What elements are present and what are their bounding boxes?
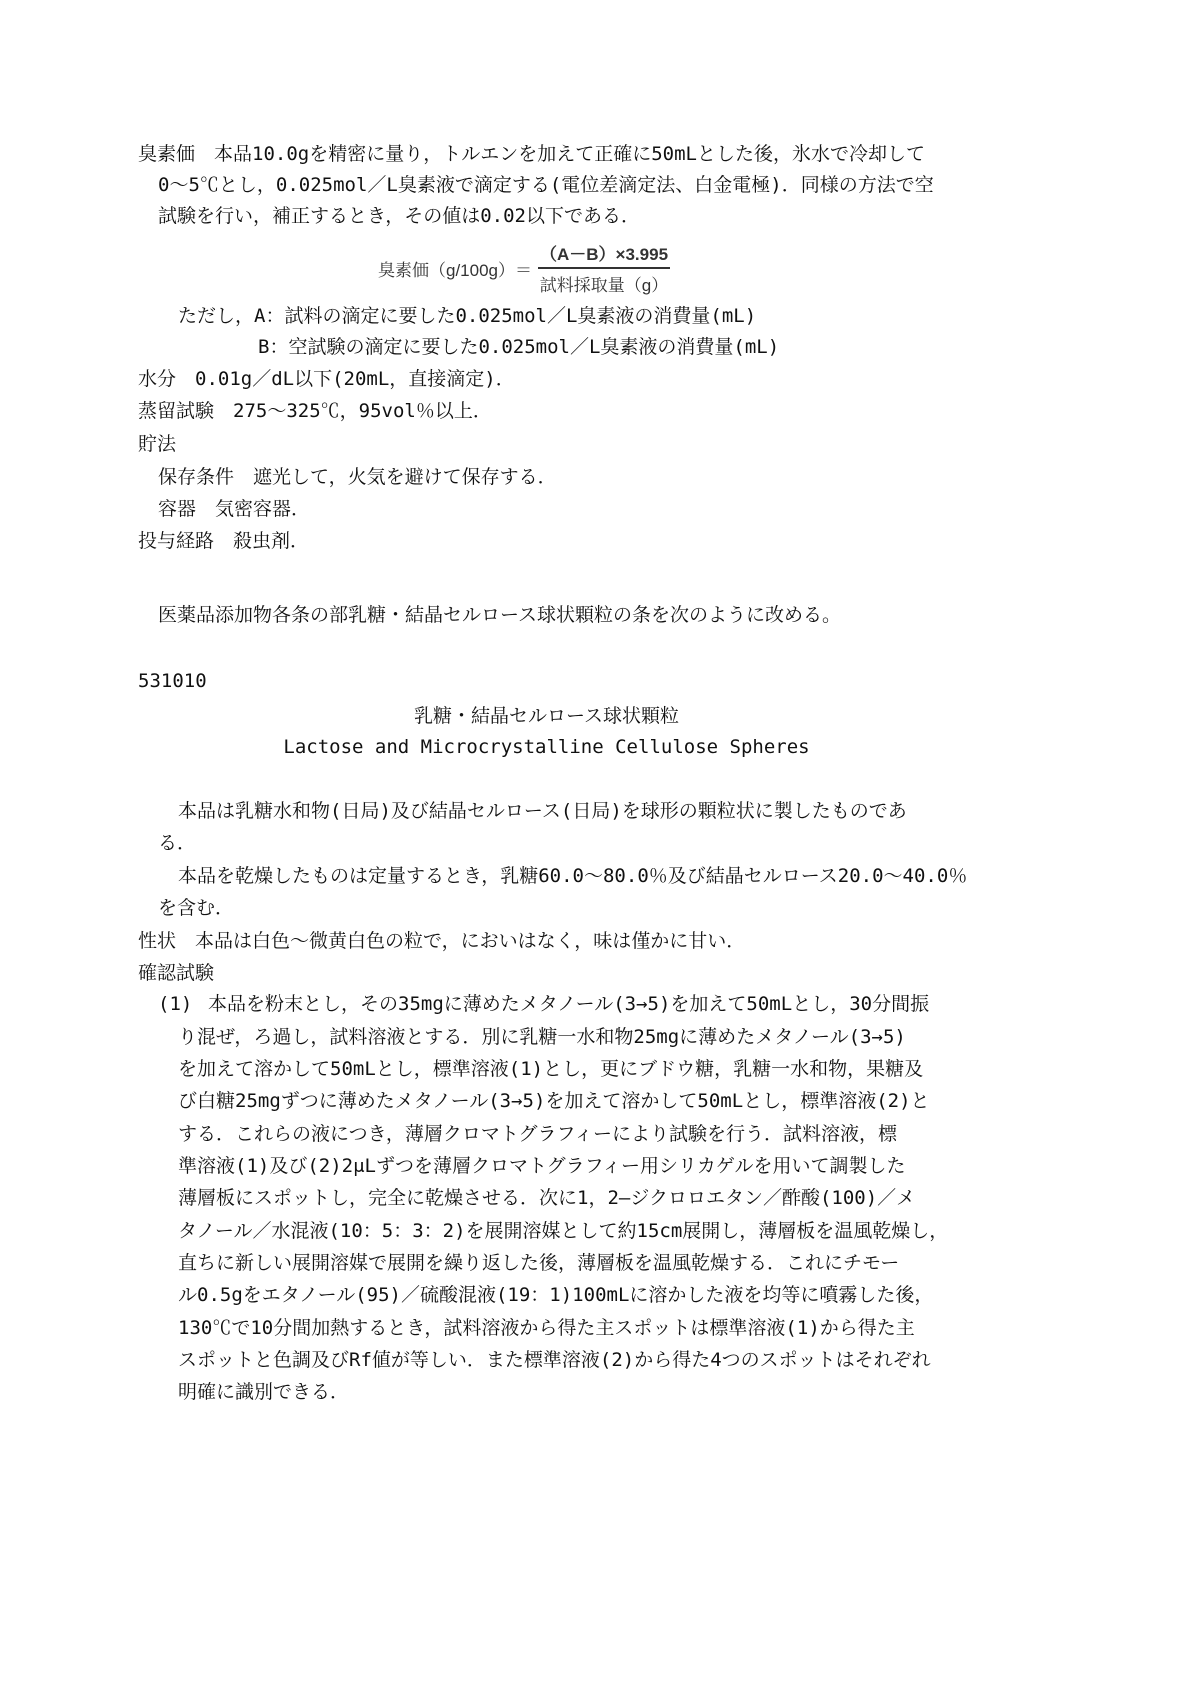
bromine-line-1: 臭素価 本品10.0gを精密に量り，トルエンを加えて正確に50mLとした後，氷水で冷却して (138, 143, 925, 165)
identification-line: タノール／水混液(10：5：3：2)を展開溶媒として約15cm展開し，薄層板を温風乾燥し， (178, 1220, 949, 1242)
storage-title: 貯法 (138, 433, 177, 455)
bromine-line-2: 0～5℃とし，0.025mol／L臭素液で滴定する(電位差滴定法、白金電極)．同様の方法で空 (158, 174, 934, 196)
water-content: 水分 0.01g／dL以下(20mL，直接滴定)． (138, 368, 515, 390)
monograph-title-en: Lactose and Microcrystalline Cellulose Spheres (283, 736, 810, 758)
identification-line: スポットと色調及びRf値が等しい．また標準溶液(2)から得た4つのスポットはそれぞれ (178, 1349, 931, 1371)
identification-line: び白糖25mgずつに薄めたメタノール(3→5)を加えて溶かして50mLとし，標準溶液(2)と (178, 1090, 930, 1112)
identification-line: 薄層板にスポットし，完全に乾燥させる．次に1，2―ジクロロエタン／酢酸(100)／メ (178, 1187, 916, 1209)
storage-conditions: 保存条件 遮光して，火気を避けて保存する． (158, 466, 557, 488)
intro-line-1: 本品は乳糖水和物(日局)及び結晶セルロース(日局)を球形の顆粒状に製したものであ (178, 800, 907, 822)
note-a: ただし，A：試料の滴定に要した0.025mol／L臭素液の消費量(mL) (178, 305, 757, 327)
identification-line: を加えて溶かして50mLとし，標準溶液(1)とし，更にブドウ糖，乳糖一水和物，果糖及 (178, 1058, 924, 1080)
distillation-test: 蒸留試験 275～325℃，95vol％以上． (138, 400, 492, 422)
amendment-text: 医薬品添加物各条の部乳糖・結晶セルロース球状顆粒の条を次のように改める。 (158, 604, 842, 626)
identification-line: ル0.5gをエタノール(95)／硫酸混液(19：1)100mLに溶かした液を均等に噴霧した後， (178, 1284, 934, 1306)
formula-fraction (538, 240, 670, 296)
formula-lhs: 臭素価（g/100g）＝ (378, 260, 532, 280)
monograph-title-ja: 乳糖・結晶セルロース球状顆粒 (413, 705, 680, 727)
storage-container: 容器 気密容器． (158, 498, 311, 520)
administration-route: 投与経路 殺虫剤． (138, 530, 310, 552)
identification-line: 明確に識別できる． (178, 1381, 350, 1403)
note-b: B：空試験の滴定に要した0.025mol／L臭素液の消費量(mL) (258, 336, 780, 358)
intro-line-3: 本品を乾燥したものは定量するとき，乳糖60.0～80.0％及び結晶セルロース20.0～40.0％ (178, 865, 968, 887)
identification-line: 準溶液(1)及び(2)2μLずつを薄層クロマトグラフィー用シリカゲルを用いて調製した (178, 1155, 906, 1177)
intro-line-2: る． (158, 832, 197, 854)
formula-denominator: 試料採取量（g） (539, 276, 669, 295)
intro-line-4: を含む． (158, 897, 235, 919)
monograph-code: 531010 (138, 670, 207, 692)
bromine-formula (378, 240, 670, 296)
identification-line: 130℃で10分間加熱するとき，試料溶液から得た主スポットは標準溶液(1)から得た主 (178, 1317, 915, 1339)
identification-title: 確認試験 (138, 962, 215, 984)
identification-line: 直ちに新しい展開溶媒で展開を繰り返した後，薄層板を温風乾燥する．これにチモー (178, 1252, 900, 1274)
bromine-line-3: 試験を行い，補正するとき，その値は0.02以下である． (158, 205, 640, 227)
identification-line: する．これらの液につき，薄層クロマトグラフィーにより試験を行う．試料溶液，標 (178, 1123, 897, 1145)
description: 性状 本品は白色～微黄白色の粒で，においはなく，味は僅かに甘い． (138, 930, 746, 952)
identification-line: り混ぜ，ろ過し，試料溶液とする．別に乳糖一水和物25mgに薄めたメタノール(3→5) (178, 1026, 906, 1048)
identification-item-number: (1) (158, 993, 193, 1015)
identification-line: 本品を粉末とし，その35mgに薄めたメタノール(3→5)を加えて50mLとし，30分間振 (208, 993, 930, 1015)
formula-numerator: （A－B）×3.995 (538, 240, 670, 269)
